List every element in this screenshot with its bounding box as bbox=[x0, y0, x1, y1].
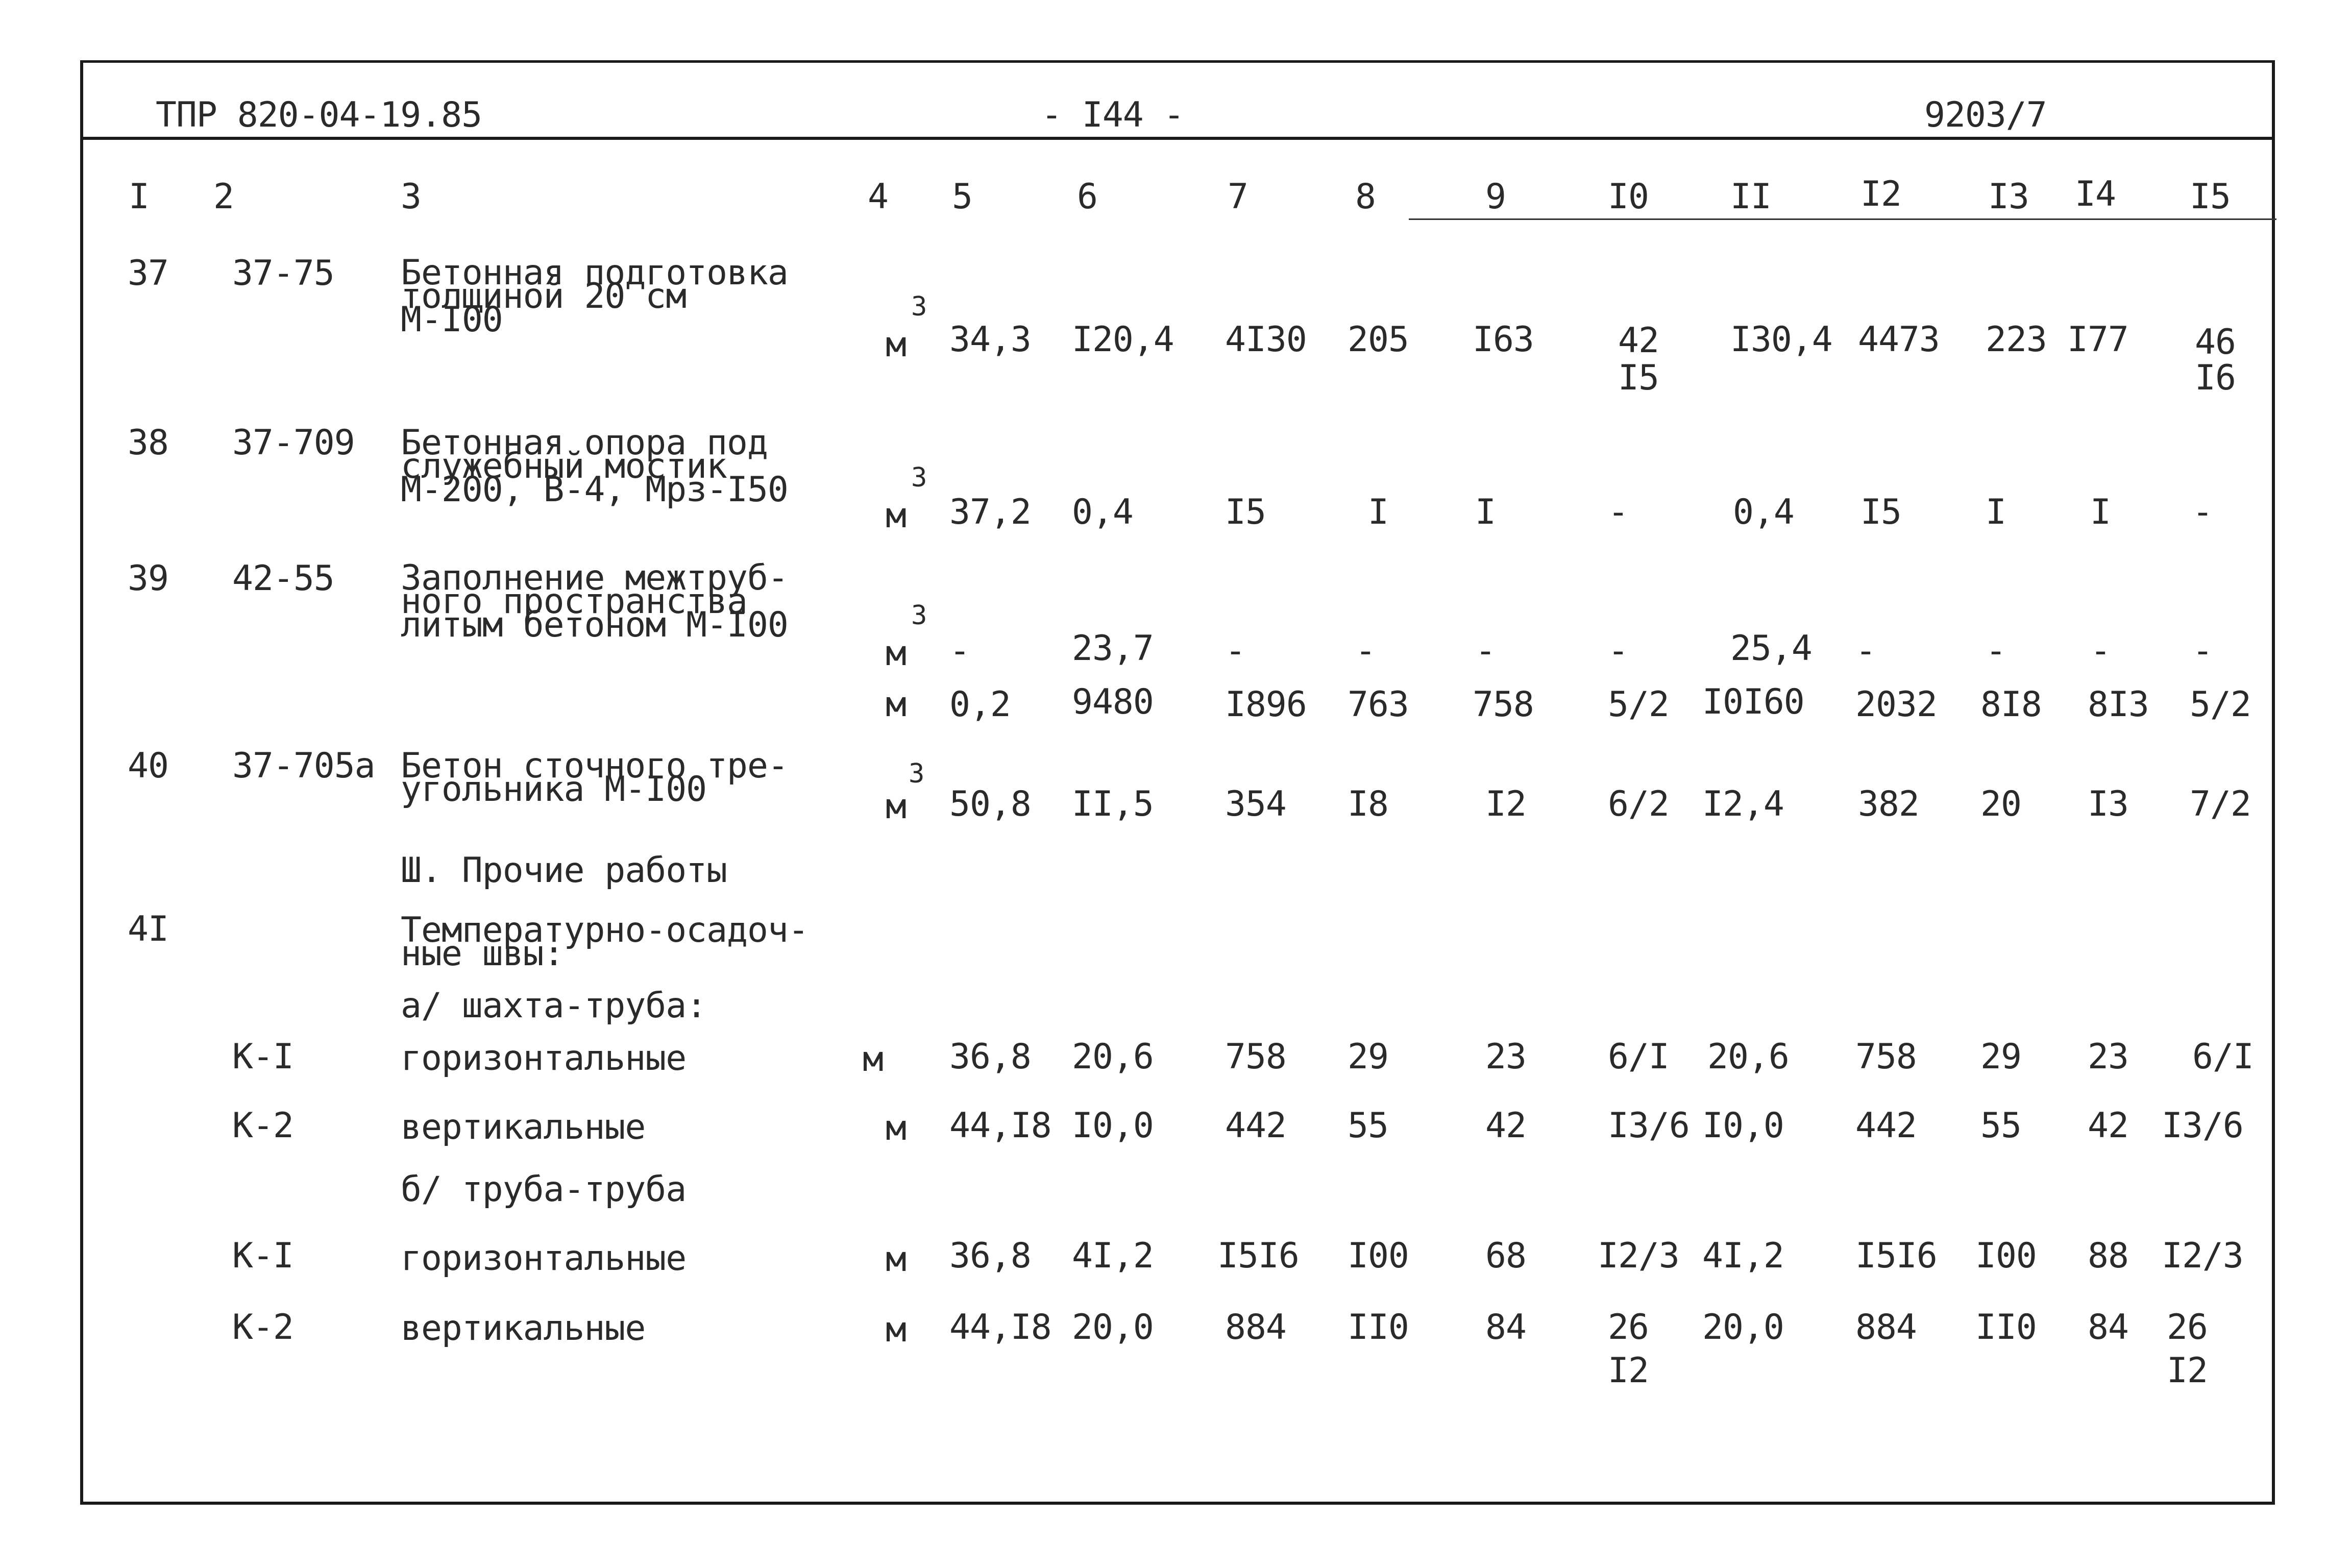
cell-col11: I30,4 bbox=[1730, 320, 1832, 360]
column-number-underline bbox=[1409, 218, 2276, 220]
cell-col15-bottom: I2 bbox=[2167, 1351, 2208, 1391]
cell-col14: - bbox=[2090, 631, 2111, 671]
cell-col5: 44,I8 bbox=[949, 1307, 1051, 1348]
cell-col5: 37,2 bbox=[949, 492, 1031, 532]
cell-col9: 68 bbox=[1485, 1236, 1526, 1276]
col-num-3: 3 bbox=[401, 177, 421, 217]
row-number: 40 bbox=[128, 746, 168, 786]
row-description: Температурно-осадоч- ные швы: bbox=[401, 910, 809, 974]
col-num-9: 9 bbox=[1485, 177, 1506, 217]
cell-col8: 29 bbox=[1348, 1037, 1388, 1077]
row-unit: м bbox=[886, 633, 906, 674]
col-num-1: I bbox=[129, 177, 149, 217]
subsection-heading: а/ шахта-труба: bbox=[401, 986, 707, 1026]
cell-col7: - bbox=[1225, 631, 1245, 671]
cell-col9: 84 bbox=[1485, 1307, 1526, 1348]
cell-col10: 6/2 bbox=[1608, 784, 1669, 824]
cell-col7: 758 bbox=[1225, 1037, 1286, 1077]
cell-col12: I5I6 bbox=[1855, 1236, 1937, 1276]
cell-col15: 5/2 bbox=[2190, 684, 2251, 725]
row-description: Бетонная подготовка толщиной 20 см М-I00 bbox=[401, 253, 788, 340]
cell-col8: 763 bbox=[1348, 684, 1409, 725]
cell-col10-top: 26 bbox=[1608, 1307, 1649, 1348]
col-num-6: 6 bbox=[1077, 177, 1097, 217]
col-num-13: I3 bbox=[1988, 177, 2029, 217]
row-unit: м bbox=[886, 496, 906, 536]
row-code: 37-705а bbox=[232, 746, 375, 786]
row-unit-exponent: 3 bbox=[909, 758, 925, 789]
cell-col10: - bbox=[1608, 631, 1628, 671]
row-description: горизонтальные bbox=[401, 1238, 687, 1279]
cell-col13: 8I8 bbox=[1980, 684, 2042, 725]
row-code: 37-709 bbox=[232, 423, 355, 463]
cell-col9: I63 bbox=[1473, 320, 1534, 360]
cell-col12: 758 bbox=[1855, 1037, 1917, 1077]
row-code: К-I bbox=[232, 1037, 293, 1077]
cell-col6: II,5 bbox=[1072, 784, 1154, 824]
row-code: 37-75 bbox=[232, 253, 334, 293]
cell-col8: I8 bbox=[1348, 784, 1388, 824]
cell-col7: 4I30 bbox=[1225, 320, 1307, 360]
cell-col13: 55 bbox=[1980, 1106, 2021, 1146]
cell-col9: 23 bbox=[1485, 1037, 1526, 1077]
cell-col15: 6/I bbox=[2192, 1037, 2254, 1077]
cell-col15-top: 46 bbox=[2195, 322, 2236, 362]
cell-col7: I896 bbox=[1225, 684, 1307, 725]
cell-col6: 0,4 bbox=[1072, 492, 1133, 532]
row-description: Заполнение межтруб- ного пространства литым бетоном М-I00 bbox=[401, 558, 788, 645]
col-num-12: I2 bbox=[1860, 174, 1901, 214]
col-num-8: 8 bbox=[1355, 177, 1376, 217]
cell-col5: 50,8 bbox=[949, 784, 1031, 824]
cell-col6: 20,6 bbox=[1072, 1037, 1154, 1077]
row-unit: м bbox=[886, 1239, 906, 1280]
cell-col14: I77 bbox=[2067, 320, 2128, 360]
page-number: - I44 - bbox=[1041, 95, 1184, 135]
cell-col5: 36,8 bbox=[949, 1236, 1031, 1276]
cell-col10-top: 42 bbox=[1618, 321, 1659, 361]
cell-col9: 758 bbox=[1473, 684, 1534, 725]
section-heading: Ш. Прочие работы bbox=[401, 850, 727, 891]
cell-col11: 25,4 bbox=[1730, 628, 1812, 669]
cell-col11: 20,0 bbox=[1702, 1307, 1784, 1348]
header-divider bbox=[80, 137, 2275, 140]
cell-col15: - bbox=[2192, 492, 2213, 532]
cell-col10-bottom: I5 bbox=[1618, 358, 1659, 398]
row-code: К-2 bbox=[232, 1307, 293, 1348]
row-unit: м bbox=[886, 1310, 906, 1350]
cell-col6: 4I,2 bbox=[1072, 1236, 1154, 1276]
cell-col14: I3 bbox=[2088, 784, 2128, 824]
cell-col5: 44,I8 bbox=[949, 1106, 1051, 1146]
row-code: 42-55 bbox=[232, 558, 334, 599]
cell-col5: 36,8 bbox=[949, 1037, 1031, 1077]
row-description: вертикальные bbox=[401, 1107, 646, 1147]
cell-col10: I3/6 bbox=[1608, 1106, 1689, 1146]
row-unit-exponent: 3 bbox=[911, 462, 927, 493]
row-unit-exponent: 3 bbox=[911, 291, 927, 322]
cell-col6: I20,4 bbox=[1072, 320, 1174, 360]
row-description: горизонтальные bbox=[401, 1038, 687, 1079]
row-unit: м bbox=[863, 1039, 883, 1080]
cell-col12: 2032 bbox=[1855, 684, 1937, 725]
col-num-10: I0 bbox=[1608, 177, 1649, 217]
col-num-7: 7 bbox=[1228, 177, 1248, 217]
cell-col11: I0,0 bbox=[1702, 1106, 1784, 1146]
cell-col5: - bbox=[949, 631, 970, 671]
cell-col6: 20,0 bbox=[1072, 1307, 1154, 1348]
cell-col11: 4I,2 bbox=[1702, 1236, 1784, 1276]
cell-col10: I2/3 bbox=[1598, 1236, 1679, 1276]
cell-col8: I bbox=[1368, 492, 1388, 532]
sheet-code: 9203/7 bbox=[1924, 95, 2047, 135]
cell-col14: 84 bbox=[2088, 1307, 2128, 1348]
cell-col8: II0 bbox=[1348, 1307, 1409, 1348]
row-unit: м bbox=[886, 787, 906, 827]
cell-col13: 20 bbox=[1980, 784, 2021, 824]
cell-col7: 354 bbox=[1225, 784, 1286, 824]
row-description: Бетонная опора под служебный мостик М-200, В-4, Мрз-I50 bbox=[401, 423, 788, 510]
cell-col15-bottom: I6 bbox=[2195, 358, 2236, 398]
cell-col7: I5I6 bbox=[1217, 1236, 1299, 1276]
cell-col12: 4473 bbox=[1858, 320, 1940, 360]
row-code: К-I bbox=[232, 1236, 293, 1276]
row-number: 37 bbox=[128, 253, 168, 293]
cell-col10-bottom: I2 bbox=[1608, 1351, 1649, 1391]
cell-col14: 88 bbox=[2088, 1236, 2128, 1276]
cell-col5: 0,2 bbox=[949, 684, 1011, 725]
cell-col11: 0,4 bbox=[1733, 492, 1794, 532]
col-num-4: 4 bbox=[868, 177, 888, 217]
cell-col10: 6/I bbox=[1608, 1037, 1669, 1077]
row-number: 38 bbox=[128, 423, 168, 463]
cell-col14: 8I3 bbox=[2088, 684, 2149, 725]
cell-col13: 29 bbox=[1980, 1037, 2021, 1077]
col-num-15: I5 bbox=[2190, 177, 2231, 217]
col-num-5: 5 bbox=[952, 177, 972, 217]
cell-col15: - bbox=[2192, 631, 2213, 671]
cell-col13: 223 bbox=[1986, 320, 2047, 360]
cell-col13: I00 bbox=[1975, 1236, 2037, 1276]
row-code: К-2 bbox=[232, 1106, 293, 1146]
cell-col8: 55 bbox=[1348, 1106, 1388, 1146]
cell-col6: 9480 bbox=[1072, 682, 1154, 722]
subsection-heading: б/ труба-труба bbox=[401, 1169, 687, 1210]
cell-col12: - bbox=[1855, 631, 1876, 671]
cell-col7: 884 bbox=[1225, 1307, 1286, 1348]
cell-col8: I00 bbox=[1348, 1236, 1409, 1276]
cell-col12: 884 bbox=[1855, 1307, 1917, 1348]
cell-col11: I2,4 bbox=[1702, 784, 1784, 824]
cell-col14: 42 bbox=[2088, 1106, 2128, 1146]
row-unit: м bbox=[886, 684, 906, 725]
cell-col8: 205 bbox=[1348, 320, 1409, 360]
row-unit: м bbox=[886, 1108, 906, 1148]
cell-col9: 42 bbox=[1485, 1106, 1526, 1146]
cell-col15: I3/6 bbox=[2162, 1106, 2243, 1146]
cell-col12: I5 bbox=[1860, 492, 1901, 532]
row-number: 39 bbox=[128, 558, 168, 599]
cell-col6: I0,0 bbox=[1072, 1106, 1154, 1146]
cell-col13: II0 bbox=[1975, 1307, 2037, 1348]
row-unit: м bbox=[886, 325, 906, 365]
cell-col13: - bbox=[1986, 631, 2006, 671]
col-num-11: II bbox=[1730, 177, 1771, 217]
cell-col15-top: 26 bbox=[2167, 1307, 2208, 1348]
cell-col15: I2/3 bbox=[2162, 1236, 2243, 1276]
cell-col14: I bbox=[2090, 492, 2111, 532]
col-num-2: 2 bbox=[213, 177, 234, 217]
cell-col8: - bbox=[1355, 631, 1376, 671]
cell-col9: I bbox=[1475, 492, 1496, 532]
cell-col10: 5/2 bbox=[1608, 684, 1669, 725]
cell-col5: 34,3 bbox=[949, 320, 1031, 360]
cell-col9: - bbox=[1475, 631, 1496, 671]
cell-col14: 23 bbox=[2088, 1037, 2128, 1077]
row-description: вертикальные bbox=[401, 1308, 646, 1349]
row-description: Бетон сточного тре- угольника М-I00 bbox=[401, 746, 788, 810]
cell-col11: 20,6 bbox=[1707, 1037, 1789, 1077]
row-unit-exponent: 3 bbox=[911, 600, 927, 631]
col-num-14: I4 bbox=[2075, 174, 2116, 214]
cell-col10: - bbox=[1608, 492, 1628, 532]
cell-col12: 442 bbox=[1855, 1106, 1917, 1146]
cell-col13: I bbox=[1986, 492, 2006, 532]
cell-col6: 23,7 bbox=[1072, 628, 1154, 669]
document-code: ТПР 820-04-19.85 bbox=[156, 95, 482, 135]
cell-col9: I2 bbox=[1485, 784, 1526, 824]
cell-col7: I5 bbox=[1225, 492, 1266, 532]
cell-col12: 382 bbox=[1858, 784, 1919, 824]
cell-col15: 7/2 bbox=[2190, 784, 2251, 824]
cell-col11: I0I60 bbox=[1702, 682, 1804, 722]
cell-col7: 442 bbox=[1225, 1106, 1286, 1146]
row-number: 4I bbox=[128, 909, 168, 949]
